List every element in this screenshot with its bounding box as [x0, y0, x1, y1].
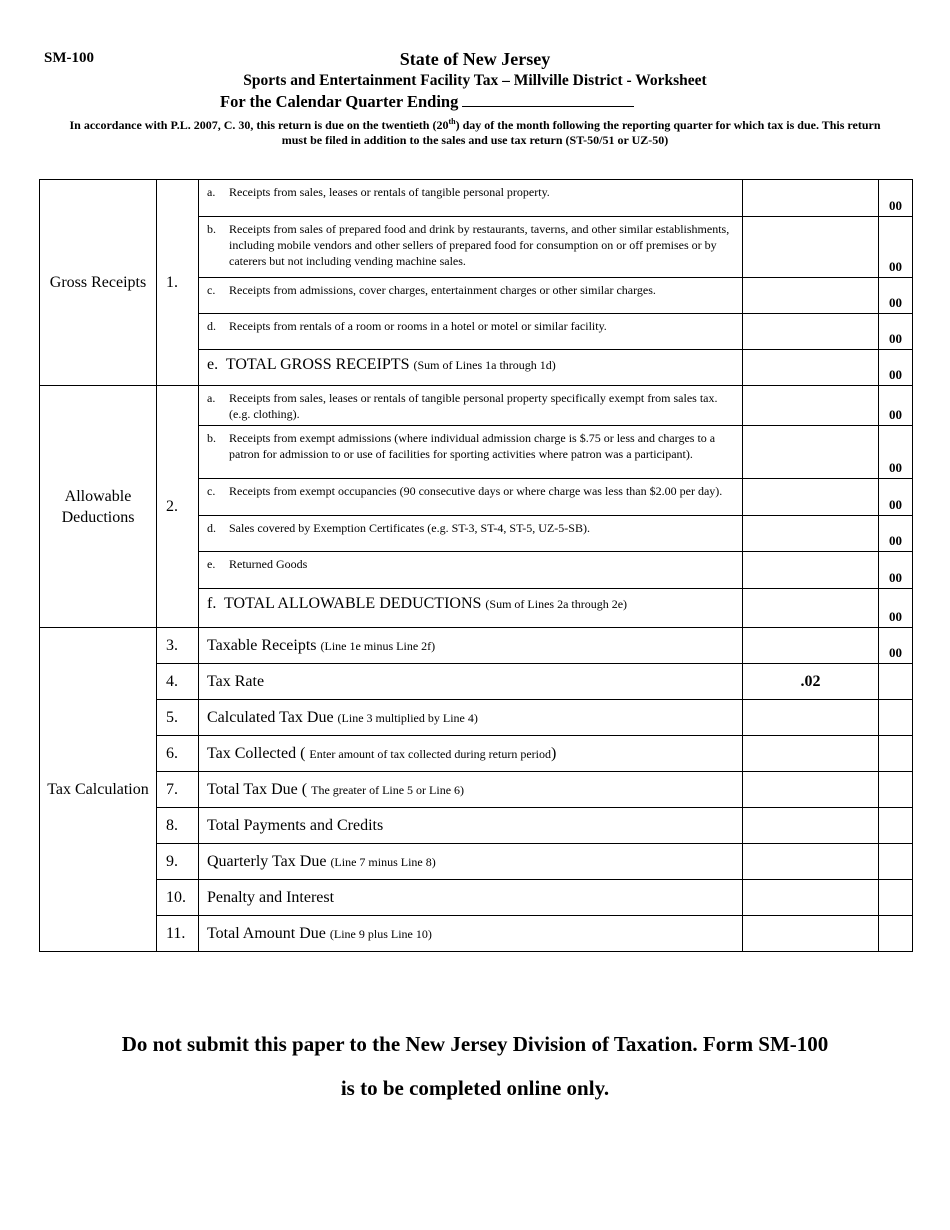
- line-number: 5.: [157, 700, 199, 736]
- amount-field[interactable]: [743, 350, 879, 386]
- amount-field[interactable]: [743, 880, 879, 916]
- amount-field[interactable]: [743, 516, 879, 552]
- line-number: 10.: [157, 880, 199, 916]
- table-row: [40, 736, 913, 772]
- line-description: Tax Collected ( Enter amount of tax collected during return period): [199, 736, 743, 772]
- cents-field[interactable]: 00: [879, 217, 913, 278]
- line-number: 9.: [157, 844, 199, 880]
- cents-field[interactable]: [879, 664, 913, 700]
- amount-field[interactable]: [743, 700, 879, 736]
- line-description: Penalty and Interest: [199, 880, 743, 916]
- cents-field[interactable]: 00: [879, 350, 913, 386]
- line-number: 4.: [157, 664, 199, 700]
- amount-field: .02: [743, 664, 879, 700]
- line-description: Tax Rate: [199, 664, 743, 700]
- form-subtitle: Sports and Entertainment Facility Tax – Millville District - Worksheet: [243, 72, 707, 89]
- line-number: 6.: [157, 736, 199, 772]
- amount-field[interactable]: [743, 180, 879, 217]
- table-row: [40, 386, 913, 426]
- table-row: [40, 664, 913, 700]
- line-number: 8.: [157, 808, 199, 844]
- cents-field[interactable]: 00: [879, 278, 913, 314]
- line-description: Total Tax Due ( The greater of Line 5 or Line 6): [199, 772, 743, 808]
- table-row: [40, 180, 913, 217]
- cents-field[interactable]: 00: [879, 314, 913, 350]
- line-description: Calculated Tax Due (Line 3 multiplied by Line 4): [199, 700, 743, 736]
- cents-field[interactable]: 00: [879, 589, 913, 628]
- quarter-ending-field[interactable]: [462, 92, 634, 107]
- table-row: [40, 808, 913, 844]
- line-description: Quarterly Tax Due (Line 7 minus Line 8): [199, 844, 743, 880]
- amount-field[interactable]: [743, 479, 879, 516]
- line-description: b. Receipts from sales of prepared food and drink by restaurants, taverns, and other similar establishments, including mobile vendors and other sellers of prepared food for consumption on or off premises or by caterers but not including vending machine sales.: [199, 217, 743, 278]
- quarter-ending: [220, 92, 634, 112]
- table-row: [40, 772, 913, 808]
- line-number: 1.: [157, 180, 199, 386]
- line-number: 2.: [157, 386, 199, 628]
- footer-line-1: Do not submit this paper to the New Jersey Division of Taxation. Form SM-100: [121, 1032, 829, 1056]
- form-id: SM-100: [44, 50, 94, 66]
- cents-field[interactable]: 00: [879, 628, 913, 664]
- amount-field[interactable]: [743, 916, 879, 952]
- quarter-label: For the Calendar Quarter Ending: [220, 92, 459, 111]
- table-row: [40, 628, 913, 664]
- cents-field[interactable]: [879, 736, 913, 772]
- amount-field[interactable]: [743, 217, 879, 278]
- line-description: Total Payments and Credits: [199, 808, 743, 844]
- line-description: d. Receipts from rentals of a room or rooms in a hotel or motel or similar facility.: [199, 314, 743, 350]
- line-description: c. Receipts from admissions, cover charges, entertainment charges or other similar charges.: [199, 278, 743, 314]
- section-label: Allowable Deductions: [40, 386, 157, 628]
- cents-field[interactable]: 00: [879, 516, 913, 552]
- amount-field[interactable]: [743, 736, 879, 772]
- line-description: c. Receipts from exempt occupancies (90 consecutive days or where charge was less than $2.00 per day).: [199, 479, 743, 516]
- section-label: Gross Receipts: [40, 180, 157, 386]
- amount-field[interactable]: [743, 844, 879, 880]
- cents-field[interactable]: 00: [879, 479, 913, 516]
- amount-field[interactable]: [743, 552, 879, 589]
- footer-notice: [0, 1022, 950, 1110]
- line-description: a. Receipts from sales, leases or rentals of tangible personal property specifically exempt from sales tax. (e.g. clothing).: [199, 386, 743, 426]
- table-row: [40, 916, 913, 952]
- table-row: [40, 844, 913, 880]
- worksheet-table: [39, 179, 913, 952]
- line-description: Taxable Receipts (Line 1e minus Line 2f): [199, 628, 743, 664]
- line-description: d. Sales covered by Exemption Certificates (e.g. ST-3, ST-4, ST-5, UZ-5-SB).: [199, 516, 743, 552]
- amount-field[interactable]: [743, 589, 879, 628]
- amount-field[interactable]: [743, 278, 879, 314]
- due-date-note: In accordance with P.L. 2007, C. 30, this return is due on the twentieth (20th) day of the month following the reporting quarter for which tax is due. This return must be filed in addition to the sales and use tax return (ST-50/51 or UZ-50): [69, 117, 881, 147]
- cents-field[interactable]: 00: [879, 552, 913, 589]
- cents-field[interactable]: [879, 772, 913, 808]
- amount-field[interactable]: [743, 808, 879, 844]
- line-number: 7.: [157, 772, 199, 808]
- amount-field[interactable]: [743, 426, 879, 479]
- cents-field[interactable]: [879, 700, 913, 736]
- cents-field[interactable]: 00: [879, 180, 913, 217]
- section-label: Tax Calculation: [40, 628, 157, 952]
- cents-field[interactable]: [879, 916, 913, 952]
- amount-field[interactable]: [743, 772, 879, 808]
- amount-field[interactable]: [743, 314, 879, 350]
- table-row: [40, 700, 913, 736]
- cents-field[interactable]: [879, 880, 913, 916]
- line-description: a. Receipts from sales, leases or rentals of tangible personal property.: [199, 180, 743, 217]
- amount-field[interactable]: [743, 386, 879, 426]
- line-number: 11.: [157, 916, 199, 952]
- line-description: b. Receipts from exempt admissions (where individual admission charge is $.75 or less and charges to a patron for admission to or use of facilities for sporting activities where patron was a participant).: [199, 426, 743, 479]
- line-description: f. TOTAL ALLOWABLE DEDUCTIONS (Sum of Lines 2a through 2e): [199, 589, 743, 628]
- amount-field[interactable]: [743, 628, 879, 664]
- cents-field[interactable]: [879, 808, 913, 844]
- cents-field[interactable]: 00: [879, 386, 913, 426]
- line-description: Total Amount Due (Line 9 plus Line 10): [199, 916, 743, 952]
- line-description: e. TOTAL GROSS RECEIPTS (Sum of Lines 1a through 1d): [199, 350, 743, 386]
- cents-field[interactable]: 00: [879, 426, 913, 479]
- state-title: State of New Jersey: [399, 49, 551, 69]
- line-number: 3.: [157, 628, 199, 664]
- line-description: e. Returned Goods: [199, 552, 743, 589]
- table-row: [40, 880, 913, 916]
- footer-line-2: is to be completed online only.: [340, 1076, 610, 1100]
- cents-field[interactable]: [879, 844, 913, 880]
